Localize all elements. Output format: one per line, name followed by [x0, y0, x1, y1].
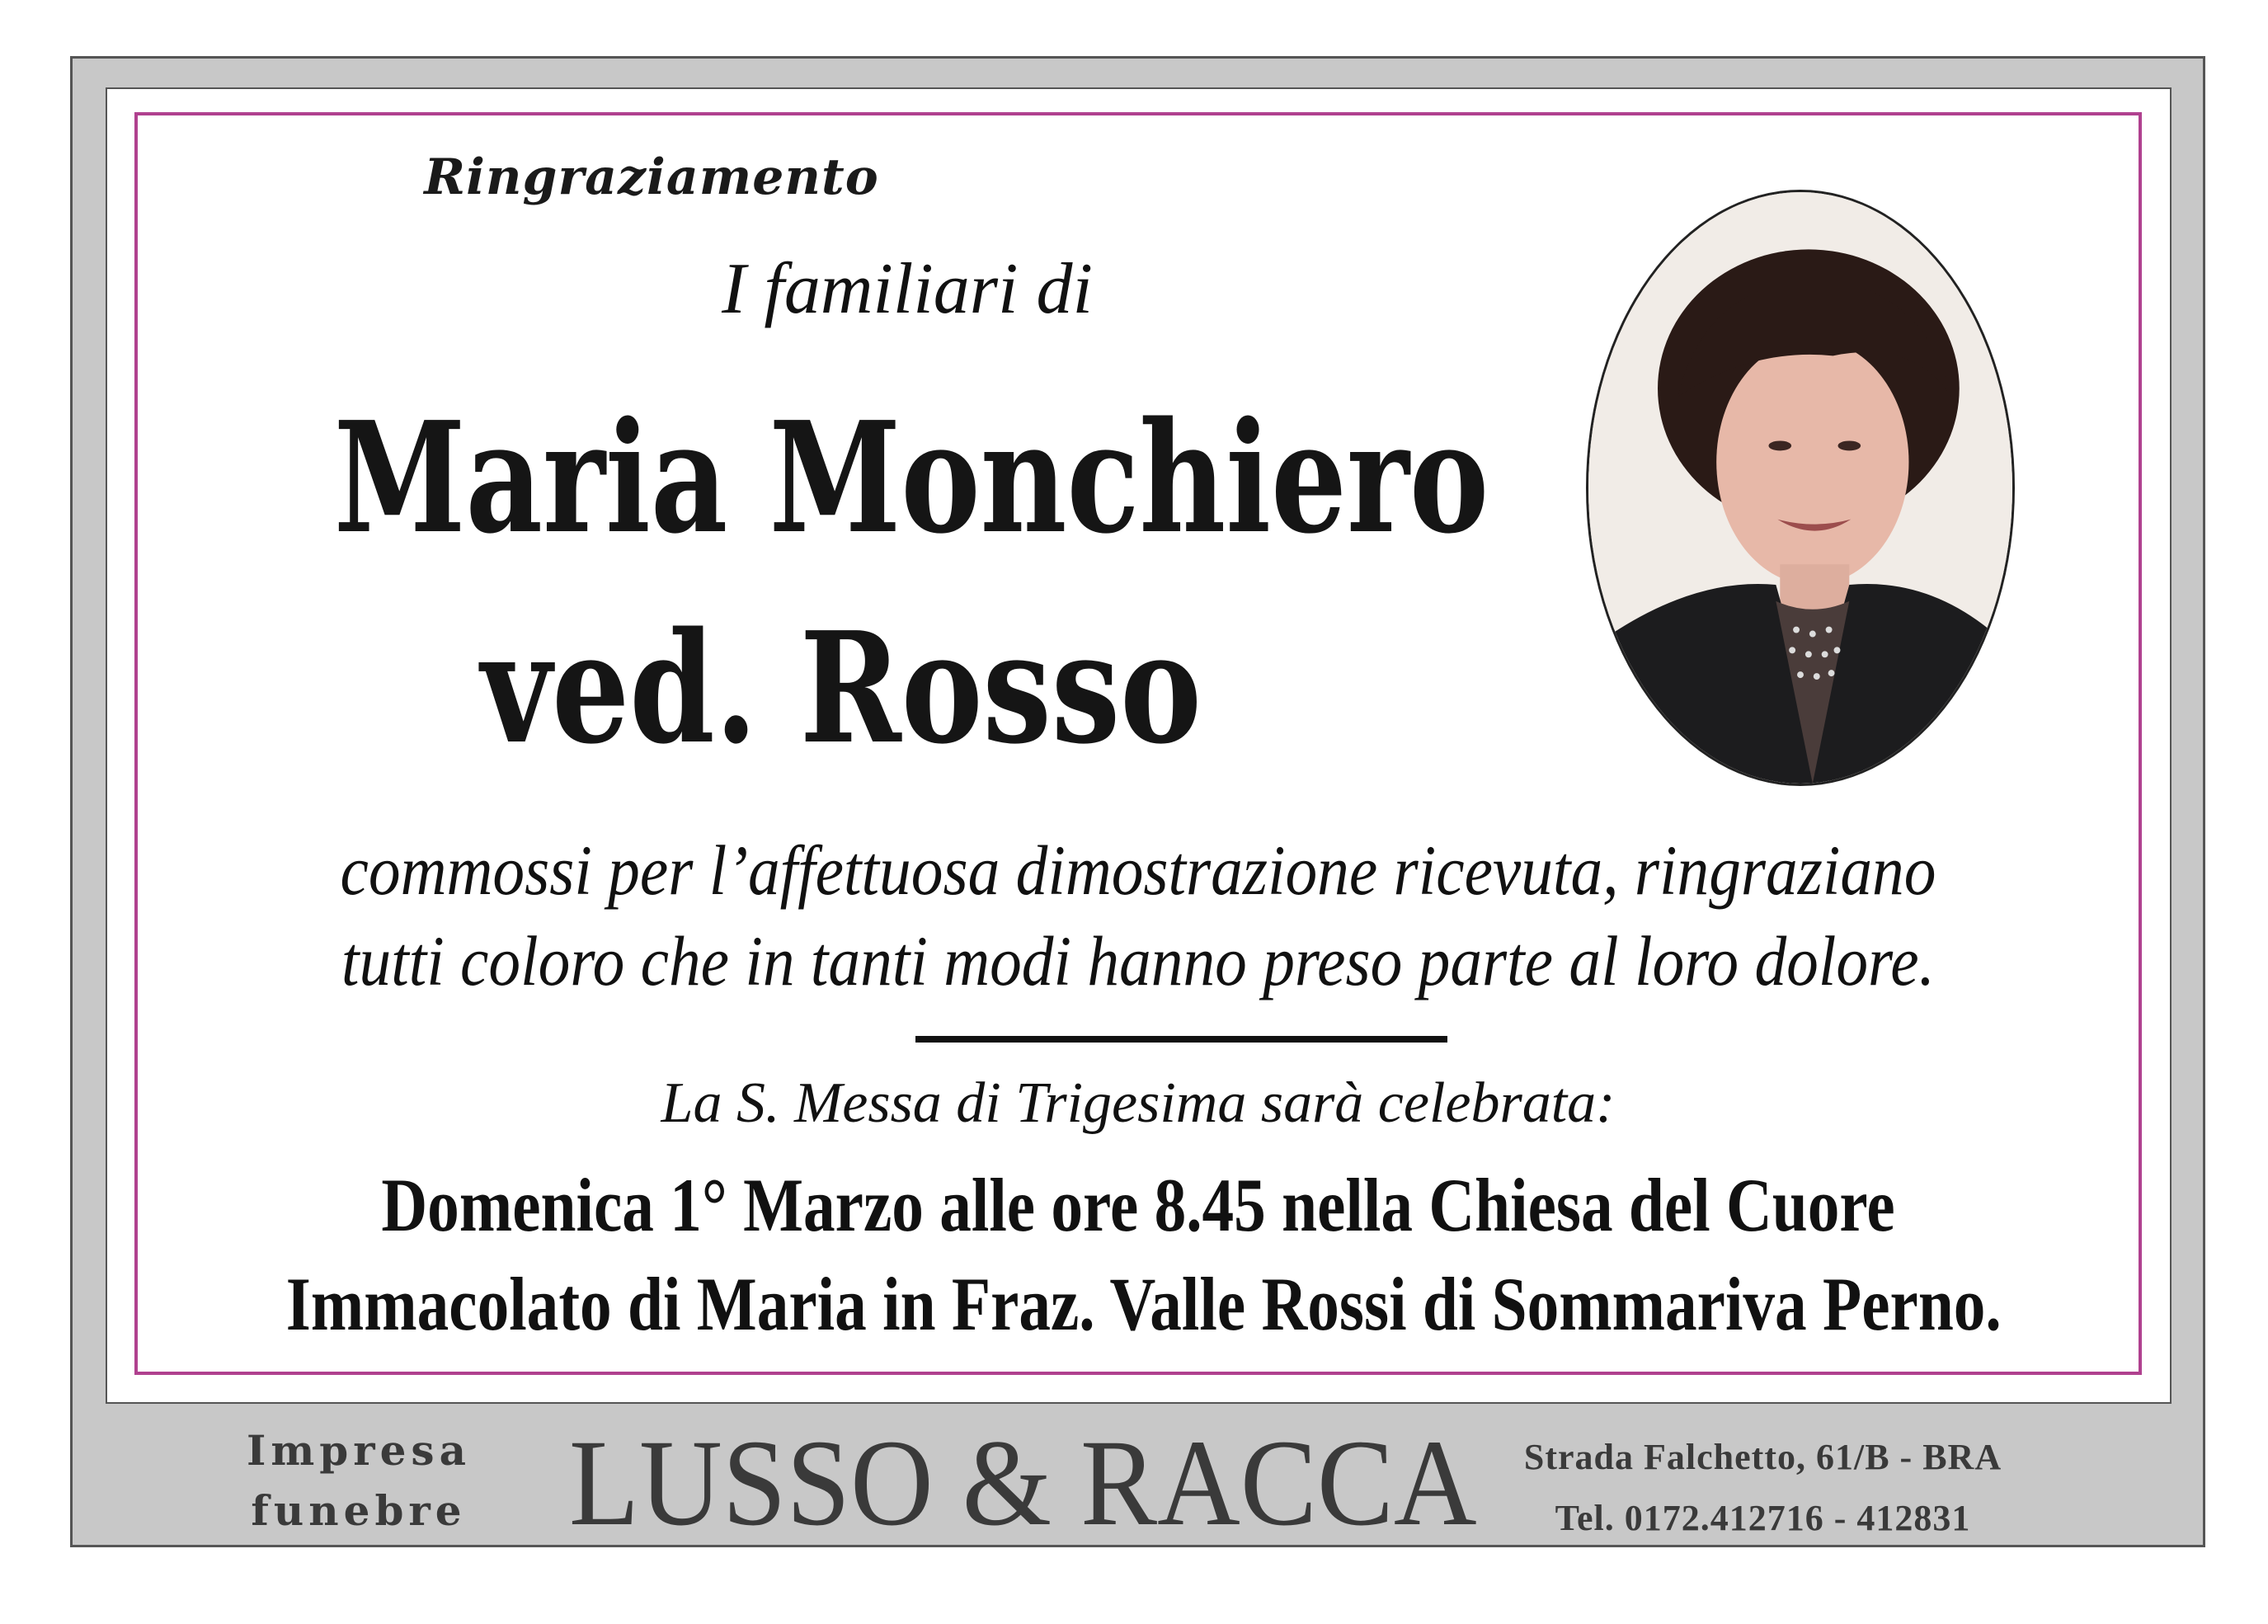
thanks-line-1: commossi per l’affettuosa dimostrazione ricevuta, ringraziano	[340, 831, 1936, 910]
mass-details-line-2: Immacolato di Maria in Fraz. Valle Rossi di Sommariva Perno.	[285, 1262, 2002, 1346]
mass-intro: La S. Messa di Trigesima sarà celebrata:	[661, 1071, 1616, 1135]
deceased-married-name: ved. Rosso	[481, 598, 1202, 778]
notice-intro: I familiari di	[722, 249, 1093, 329]
portrait-photo	[1586, 190, 2015, 786]
funeral-home-phone: Tel. 0172.412716 - 412831	[1555, 1498, 1971, 1538]
deceased-name: Maria Monchiero	[333, 388, 1489, 567]
section-divider	[915, 1036, 1447, 1043]
funeral-home-contact	[1489, 1427, 2037, 1549]
funeral-home-label	[210, 1420, 507, 1541]
funeral-home-brand: LUSSO & RACCA	[568, 1415, 1477, 1551]
portrait-illustration	[1588, 192, 2012, 784]
notice-heading: Ringraziamento	[424, 148, 879, 206]
mass-details-line-1: Domenica 1° Marzo alle ore 8.45 nella Chiesa del Cuore	[381, 1163, 1895, 1247]
thanks-line-2: tutti coloro che in tanti modi hanno preso parte al loro dolore.	[341, 921, 1936, 1000]
funeral-home-label-line-2: funebre	[251, 1486, 467, 1535]
funeral-home-address: Strada Falchetto, 61/B - BRA	[1523, 1437, 2002, 1477]
funeral-home-label-line-1: Impresa	[247, 1426, 471, 1475]
